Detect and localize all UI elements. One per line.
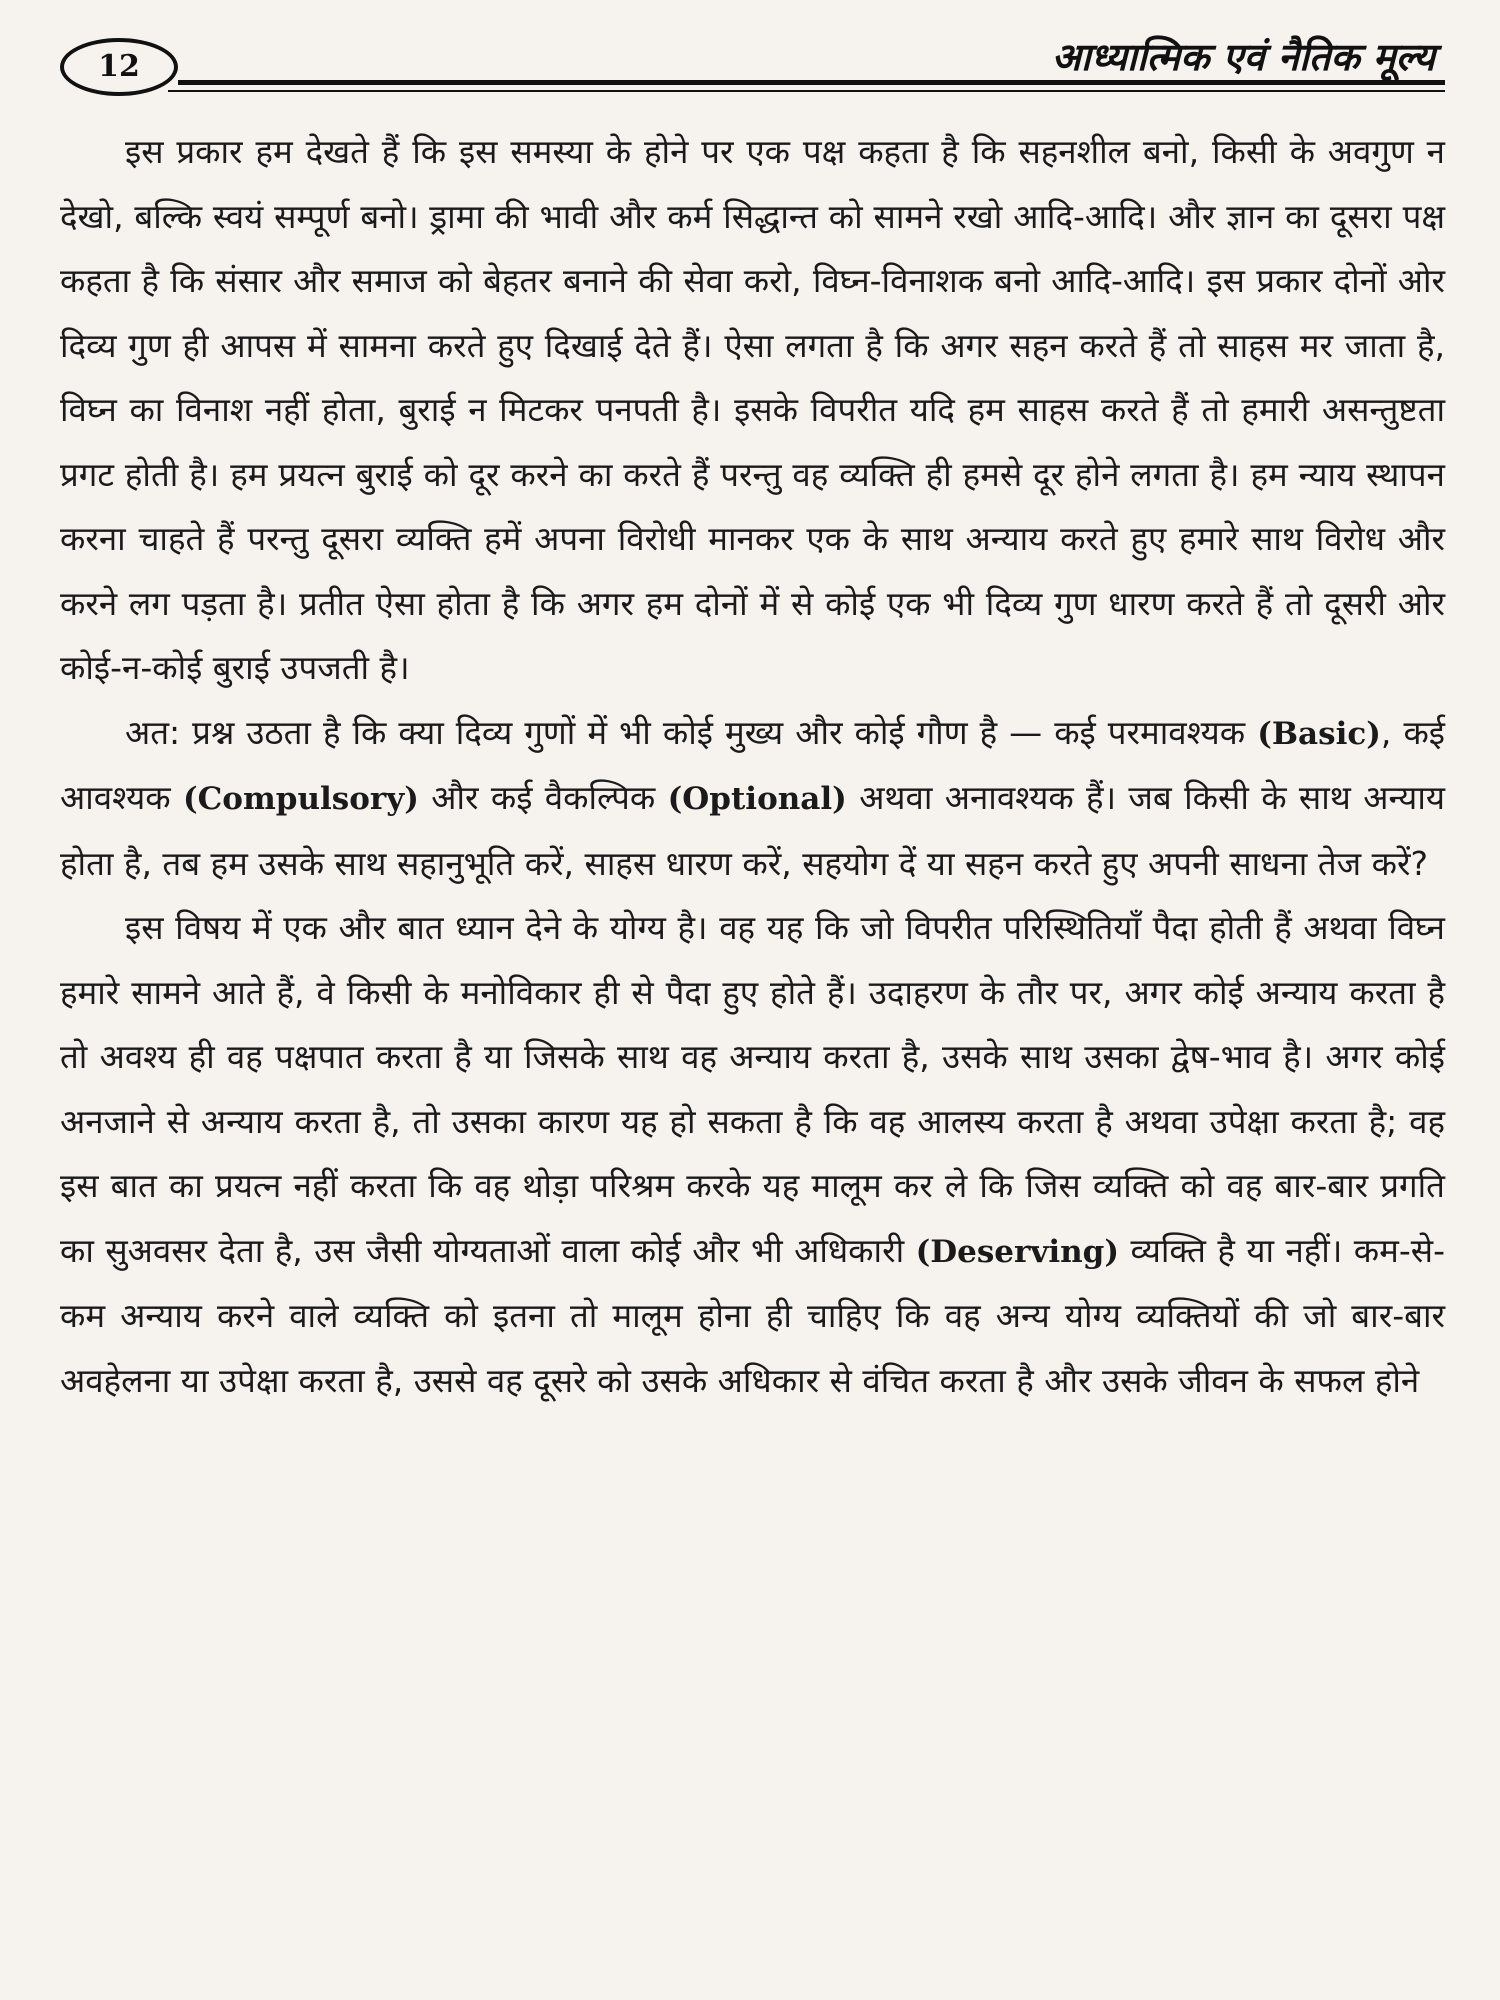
paragraph-text: इस प्रकार हम देखते हैं कि इस समस्या के होने पर एक पक्ष कहता है कि सहनशील बनो, किसी के अवगुण न देखो, बल्कि स्वयं सम्पूर्ण बनो। ड्रामा की भावी और कर्म सिद्धान्त को सामने रखो आदि-आदि। और ज्ञान का दूसरा पक्ष कहता है कि संसार और समाज को बेहतर बनाने की सेवा करो, विघ्न-विनाशक बनो आदि-आदि। इस प्रकार दोनों ओर दिव्य गुण ही आपस में सामना करते हुए दिखाई देते हैं। ऐसा लगता है कि अगर सहन करते हैं तो साहस मर जाता है, विघ्न का विनाश नहीं होता, बुराई न मिटकर पनपती है। इसके विपरीत यदि हम साहस करते हैं तो हमारी असन्तुष्टता प्रगट होती है। हम प्रयत्न बुराई को दूर करने का करते हैं परन्तु वह व्यक्ति ही हमसे दूर होने लगता है। हम न्याय स्थापन करना चाहते हैं परन्तु दूसरा व्यक्ति हमें अपना विरोधी मानकर एक के साथ अन्याय करते हुए हमारे साथ विरोध और करने लग पड़ता है। प्रतीत ऐसा होता है कि अगर हम दोनों में से कोई एक भी दिव्य गुण धारण करते हैं तो दूसरी ओर कोई-न-कोई बुराई उपजती है। <box>60 132 1445 687</box>
paragraph-text: इस विषय में एक और बात ध्यान देने के योग्य है। वह यह कि जो विपरीत परिस्थितियाँ पैदा होती हैं अथवा विघ्न हमारे सामने आते हैं, वे किसी के मनोविकार ही से पैदा हुए होते हैं। उदाहरण के तौर पर, अगर कोई अन्याय करता है तो अवश्य ही वह पक्षपात करता है या जिसके साथ वह अन्याय करता है, उसके साथ उसका द्वेष-भाव है। अगर कोई अनजाने से अन्याय करता है, तो उसका कारण यह हो सकता है कि वह आलस्य करता है अथवा उपेक्षा करता है; वह इस बात का प्रयत्न नहीं करता कि वह थोड़ा परिश्रम करके यह मालूम कर ले कि जिस व्यक्ति को वह बार-बार प्रगति का सुअवसर देता है, उस जैसी योग्यताओं वाला कोई और भी अधिकारी <box>60 908 1445 1270</box>
paragraph-3 <box>60 896 1445 1413</box>
paragraph-2 <box>60 701 1445 897</box>
english-term-basic: (Basic) <box>1257 715 1381 752</box>
english-term-optional: (Optional) <box>667 781 847 817</box>
page-header <box>60 30 1445 105</box>
paragraph-text: अथवा अनावश्यक हैं। जब किसी के साथ अन्याय होता है, तब हम उसके साथ सहानुभूति करें, साहस धारण करें, सहयोग दें या सहन करते हुए अपनी साधना तेज करें? <box>60 778 1446 883</box>
paragraph-text: अत: प्रश्न उठता है कि क्या दिव्य गुणों में भी कोई मुख्य और कोई गौण है — कई परमावश्यक <box>125 712 1258 752</box>
english-term-compulsory: (Compulsory) <box>182 781 419 817</box>
english-term-deserving: (Deserving) <box>915 1233 1120 1270</box>
header-rule-thin <box>168 90 1445 92</box>
paragraph-1 <box>60 120 1445 701</box>
page-number: 12 <box>60 38 178 96</box>
paragraph-text: , कई आवश्यक <box>60 712 1445 817</box>
running-title: आध्यात्मिक एवं नैतिक मूल्य <box>1051 35 1435 79</box>
header-rule-thick <box>178 80 1445 85</box>
paragraph-text: व्यक्ति है या नहीं। कम-से-कम अन्याय करने वाले व्यक्ति को इतना तो मालूम होना ही चाहिए कि वह अन्य योग्य व्यक्तियों की जो बार-बार अवहेलना या उपेक्षा करता है, उससे वह दूसरे को उसके अधिकार से वंचित करता है और उसके जीवन के सफल होने <box>60 1230 1445 1400</box>
body-text <box>60 120 1445 1413</box>
paragraph-text: और कई वैकल्पिक <box>418 778 668 817</box>
